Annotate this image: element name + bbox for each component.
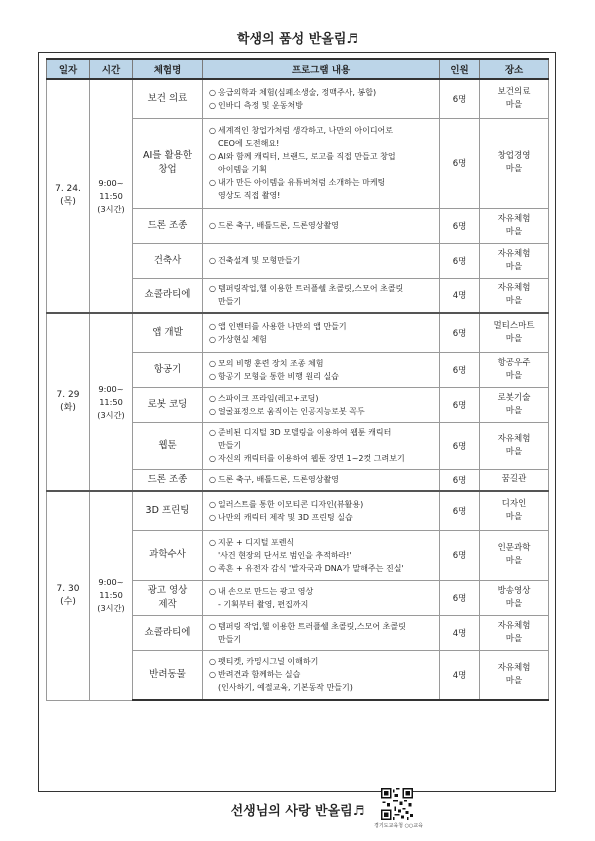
program-content-cell [203, 491, 440, 530]
count-cell: 6명 [440, 387, 480, 422]
content-line: ○ 내가 만든 아이템을 유튜버처럼 소개하는 마케팅 [209, 178, 386, 187]
program-name: 광고 영상 [147, 584, 188, 596]
program-name: 웹툰 [158, 439, 177, 451]
count-cell: 6명 [440, 79, 480, 118]
program-content-cell [203, 580, 440, 615]
time-text: (3시간) [97, 409, 125, 420]
place-text: 보건의료 [497, 86, 531, 97]
bullet-icon: ○ [209, 454, 216, 463]
schedule-table [46, 58, 549, 701]
program-name-cell [133, 243, 203, 278]
date-cell [47, 491, 90, 700]
date-text: 7. 30 [56, 583, 80, 594]
place-text: 로봇기술 [497, 392, 531, 403]
place-cell [480, 650, 549, 700]
place-text: 마을 [505, 446, 523, 457]
bullet-icon: ○ [209, 670, 216, 680]
content-line: ○ 일러스트를 통한 이모티콘 디자인(뷰활용) [209, 499, 364, 509]
program-content-cell [203, 243, 440, 278]
place-text: 마을 [505, 226, 523, 237]
program-name: 앱 개발 [152, 326, 183, 338]
place-cell [480, 469, 549, 491]
time-text: 9:00~ [98, 577, 124, 588]
date-text: (수) [60, 596, 76, 607]
content-line: ○ 항공기 모형을 통한 비행 원리 실습 [209, 371, 339, 381]
program-name: 건축사 [153, 254, 182, 266]
bullet-icon: ○ [209, 87, 216, 97]
program-name-cell [133, 491, 203, 530]
place-text: 멀티스마트 [493, 320, 535, 331]
bullet-icon: ○ [209, 358, 216, 368]
content-line: ○ 반려견과 함께하는 실습 [209, 670, 301, 680]
program-name-cell [133, 352, 203, 387]
place-text: 마을 [505, 633, 523, 644]
qr-code-icon [381, 788, 413, 820]
place-cell [480, 243, 549, 278]
place-cell [480, 208, 549, 243]
bullet-icon: ○ [209, 563, 216, 573]
count-cell: 6명 [440, 580, 480, 615]
time-cell [90, 491, 133, 700]
content-line: ○ 건축설계 및 모형만들기 [209, 256, 301, 265]
bullet-icon: ○ [209, 512, 216, 522]
count-cell: 6명 [440, 469, 480, 491]
program-name-cell [133, 387, 203, 422]
program-content-cell [203, 352, 440, 387]
header-time: 시간 [90, 59, 133, 79]
content-line: ○ 나만의 캐릭터 제작 및 3D 프린팅 실습 [209, 512, 353, 522]
program-content-cell [203, 422, 440, 469]
header-place: 장소 [480, 59, 549, 79]
program-content-cell [203, 79, 440, 118]
place-text: 마을 [505, 511, 523, 522]
date-text: (목) [60, 197, 76, 207]
content-line: (인사하기, 예절교육, 기본동작 만들기) [218, 683, 353, 693]
bullet-icon: ○ [209, 393, 216, 403]
page-title: 학생의 품성 반올림♬ [236, 32, 359, 47]
content-line: 만들기 [218, 634, 242, 644]
bullet-icon: ○ [209, 321, 216, 331]
time-text: 9:00~ [98, 177, 124, 188]
place-text: 자유체험 [497, 620, 531, 631]
place-cell [480, 79, 549, 118]
bullet-icon: ○ [209, 152, 216, 161]
content-line: ○ 응급의학과 체험(심폐소생술, 정맥주사, 봉합) [209, 87, 377, 97]
time-text: (3시간) [97, 203, 125, 214]
content-line: ○ 모의 비행 훈련 장치 조종 체험 [209, 358, 324, 368]
table-row [47, 491, 549, 530]
place-text: 마을 [505, 296, 523, 307]
content-line: ○ 내 손으로 만드는 광고 영상 [209, 586, 314, 596]
content-line: '사건 현장의 단서로 범인을 추적하라!' [218, 550, 352, 560]
program-name-cell [133, 530, 203, 580]
place-cell [480, 278, 549, 313]
bullet-icon: ○ [209, 428, 216, 437]
bullet-icon: ○ [209, 657, 216, 667]
header-row [47, 59, 549, 79]
place-cell [480, 615, 549, 650]
content-line: ○ 템퍼링작업,헬 이용한 트러플쉘 초콜릿,스모어 초콜릿 [209, 284, 404, 294]
bullet-icon: ○ [209, 586, 216, 596]
place-cell [480, 530, 549, 580]
content-line: ○ 가상현실 체험 [209, 334, 267, 344]
content-line: ○ 준비된 디지털 3D 모델링을 이용하여 웹툰 캐릭터 [209, 428, 392, 437]
time-cell [90, 79, 133, 313]
bullet-icon: ○ [209, 334, 216, 344]
place-text: 마을 [505, 261, 523, 272]
content-line: ○ 스파이크 프라임(레고+코딩) [209, 393, 319, 403]
bullet-icon: ○ [209, 178, 216, 187]
header-program: 체험명 [133, 59, 203, 79]
count-cell: 6명 [440, 208, 480, 243]
count-cell: 6명 [440, 422, 480, 469]
count-cell: 4명 [440, 278, 480, 313]
bullet-icon: ○ [209, 221, 216, 230]
program-name-cell [133, 422, 203, 469]
program-name-cell [133, 469, 203, 491]
content-line: 만들기 [218, 297, 242, 307]
program-name-cell [133, 208, 203, 243]
place-text: 마을 [505, 556, 523, 566]
count-cell: 6명 [440, 243, 480, 278]
date-cell [47, 79, 90, 313]
content-line: ○ 템퍼링 작업,헬 이용한 트러플쉘 초콜릿,스모어 초콜릿 [209, 621, 406, 631]
place-text: 꿈길관 [501, 474, 527, 485]
program-content-cell [203, 469, 440, 491]
bullet-icon: ○ [209, 256, 216, 265]
content-line: ○ 드론 축구, 배틀드론, 드론영상촬영 [209, 475, 339, 485]
bullet-icon: ○ [209, 475, 216, 485]
content-line: CEO에 도전해요! [218, 139, 280, 148]
place-text: 마을 [505, 164, 523, 174]
place-text: 자유체험 [497, 213, 531, 224]
content-line: ○ 세계적인 창업가처럼 생각하고, 나만의 아이디어로 [209, 126, 394, 135]
place-text: 마을 [505, 370, 523, 381]
bullet-icon: ○ [209, 621, 216, 631]
qr-caption: 경기도교육청 ○○교육 [374, 823, 423, 829]
time-text: 11:50 [99, 396, 123, 407]
time-cell [90, 313, 133, 491]
content-line: ○ 얼굴표정으로 움직이는 인공지능로봇 꼭두 [209, 406, 365, 416]
content-line: 만들기 [218, 441, 242, 450]
content-line: ○ 자신의 캐릭터를 이용하여 웹툰 장면 1~2컷 그려보기 [209, 454, 405, 463]
content-line: ○ 앱 인벤터를 사용한 나만의 앱 만들기 [209, 321, 347, 331]
place-text: 방송영상 [497, 585, 531, 596]
bullet-icon: ○ [209, 499, 216, 509]
program-name: 과학수사 [149, 549, 186, 560]
content-line: ○ 지문 + 디지털 포렌식 [209, 537, 295, 547]
program-content-cell [203, 278, 440, 313]
place-cell [480, 313, 549, 352]
header-count: 인원 [440, 59, 480, 79]
place-text: 자유체험 [497, 662, 531, 673]
program-name: 로봇 코딩 [147, 398, 188, 410]
footer-title: 선생님의 사랑 반올림♬ [230, 804, 365, 819]
place-cell [480, 387, 549, 422]
content-line: ○ 펫티켓, 카밍시그널 이해하기 [209, 657, 319, 667]
count-cell: 6명 [440, 491, 480, 530]
count-cell: 6명 [440, 530, 480, 580]
date-text: (화) [60, 403, 76, 413]
program-content-cell [203, 313, 440, 352]
program-name: AI를 활용한 [142, 150, 193, 161]
program-content-cell [203, 118, 440, 208]
count-cell: 6명 [440, 313, 480, 352]
content-line: 영상도 직접 촬영! [218, 191, 281, 200]
content-line: - 기획부터 촬영, 편집까지 [218, 599, 309, 609]
count-cell: 6명 [440, 118, 480, 208]
place-text: 자유체험 [497, 283, 531, 294]
place-text: 자유체험 [497, 248, 531, 259]
content-line: ○ 드론 축구, 배틀드론, 드론영상촬영 [209, 221, 339, 230]
place-text: 인문과학 [497, 543, 531, 553]
header-date: 일자 [47, 59, 90, 79]
time-text: 9:00~ [98, 383, 124, 394]
program-name: 쇼콜라티에 [144, 289, 191, 301]
bullet-icon: ○ [209, 100, 216, 110]
date-text: 7. 24. [55, 184, 81, 194]
program-name-cell [133, 118, 203, 208]
place-cell [480, 422, 549, 469]
program-name: 반려동물 [149, 668, 186, 680]
content-line: ○ 족흔 + 유전자 감식 '발자국과 DNA가 말해주는 진실' [209, 563, 404, 573]
program-name: 3D 프린팅 [145, 504, 190, 516]
program-content-cell [203, 208, 440, 243]
time-text: (3시간) [97, 603, 125, 614]
bullet-icon: ○ [209, 126, 216, 135]
place-text: 마을 [505, 99, 523, 110]
place-text: 창업경영 [497, 151, 531, 161]
place-cell [480, 118, 549, 208]
program-name-cell [133, 313, 203, 352]
time-text: 11:50 [99, 590, 123, 601]
bullet-icon: ○ [209, 406, 216, 416]
table-row [47, 313, 549, 352]
program-name: 드론 조종 [147, 473, 188, 485]
program-name-cell [133, 650, 203, 700]
count-cell: 4명 [440, 650, 480, 700]
program-content-cell [203, 615, 440, 650]
date-text: 7. 29 [56, 390, 80, 400]
date-cell [47, 313, 90, 491]
program-name: 제작 [158, 598, 177, 610]
program-content-cell [203, 530, 440, 580]
program-name: 쇼콜라티에 [144, 626, 191, 638]
program-name: 드론 조종 [147, 219, 188, 231]
program-name-cell [133, 580, 203, 615]
place-text: 마을 [505, 405, 523, 416]
program-name-cell [133, 278, 203, 313]
bullet-icon: ○ [209, 371, 216, 381]
program-name-cell [133, 79, 203, 118]
place-text: 항공우주 [497, 357, 531, 368]
time-text: 11:50 [99, 190, 123, 201]
table-row [47, 79, 549, 118]
place-text: 마을 [505, 333, 523, 344]
program-content-cell [203, 650, 440, 700]
bullet-icon: ○ [209, 537, 216, 547]
place-text: 디자인 [501, 498, 527, 509]
content-line: ○ 인바디 측정 및 운동처방 [209, 100, 303, 110]
place-cell [480, 580, 549, 615]
place-cell [480, 491, 549, 530]
program-name: 항공기 [153, 363, 182, 375]
program-content-cell [203, 387, 440, 422]
header-content: 프로그램 내용 [203, 59, 440, 79]
count-cell: 4명 [440, 615, 480, 650]
program-name: 보건 의료 [147, 92, 188, 104]
program-name: 창업 [158, 164, 177, 175]
place-text: 마을 [505, 598, 523, 609]
program-name-cell [133, 615, 203, 650]
place-text: 자유체험 [497, 433, 531, 444]
place-text: 마을 [505, 675, 523, 686]
bullet-icon: ○ [209, 284, 216, 294]
place-cell [480, 352, 549, 387]
count-cell: 6명 [440, 352, 480, 387]
content-line: 아이템을 기획 [218, 165, 267, 174]
content-line: ○ AI와 함께 캐릭터, 브랜드, 로고를 직접 만들고 창업 [209, 152, 396, 161]
